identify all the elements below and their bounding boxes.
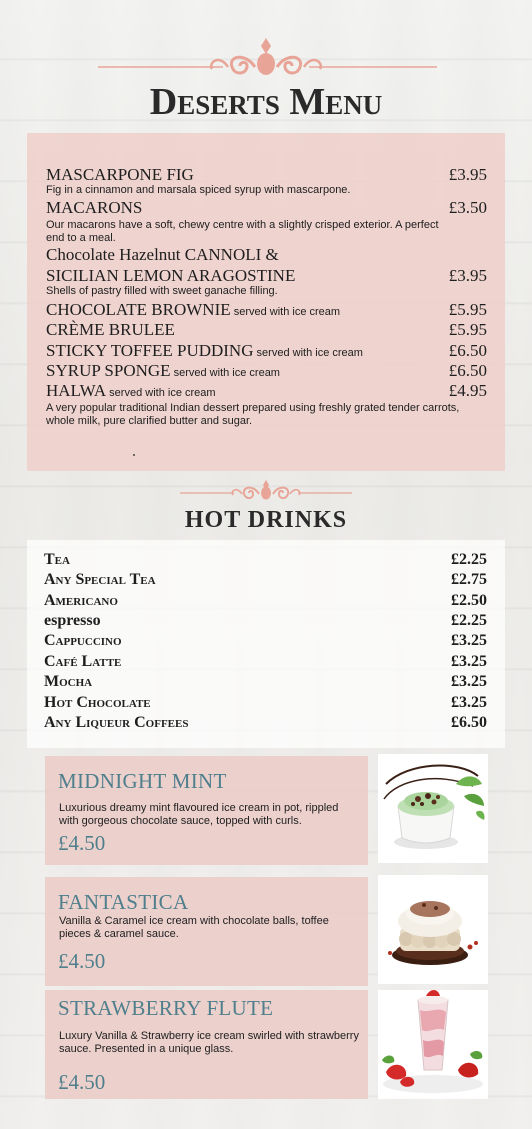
dessert-note: served with ice cream <box>170 367 280 379</box>
drink-name: Mocha <box>44 673 93 690</box>
dessert-name: SYRUP SPONGE <box>46 361 171 380</box>
special-card-fantastica <box>45 877 368 986</box>
dessert-name: STICKY TOFFEE PUDDING <box>46 341 254 360</box>
dessert-desc: Our macarons have a soft, chewy centre with a slightly crisped exterior. A perfect end to a meal. <box>46 219 439 244</box>
special-desc: Luxurious dreamy mint flavoured ice cream in pot, rippled with gorgeous chocolate sauce, topped with curls. <box>59 802 339 827</box>
dessert-row <box>46 198 487 218</box>
special-card-strawberry-flute <box>45 990 368 1099</box>
drinks-ornament-icon <box>0 478 532 504</box>
drink-price: £3.25 <box>451 694 487 711</box>
dessert-note: served with ice cream <box>230 306 341 318</box>
drink-row <box>44 551 487 571</box>
dessert-price: £6.50 <box>448 361 487 380</box>
drink-name: Any Special Tea <box>44 571 156 588</box>
dessert-row <box>46 361 487 381</box>
dessert-note: served with ice cream <box>106 387 216 399</box>
dessert-price: £3.50 <box>448 198 487 217</box>
dessert-row <box>46 341 487 361</box>
dessert-row <box>46 245 487 265</box>
dessert-name: HALWA <box>46 381 107 400</box>
special-price: £4.50 <box>58 1070 106 1094</box>
special-desc: Vanilla & Caramel ice cream with chocolate balls, toffee pieces & caramel sauce. <box>59 915 329 940</box>
drink-row <box>44 653 487 673</box>
drink-price: £2.25 <box>451 612 487 629</box>
fantastica-dessert-image <box>378 875 488 984</box>
drink-name: Tea <box>44 551 70 568</box>
dessert-desc: A very popular traditional Indian dessert prepared using freshly grated tender carrots, whole milk, pure clarified butter and sugar. <box>46 402 460 427</box>
drink-row <box>44 694 487 714</box>
dessert-desc: Shells of pastry filled with sweet ganache filling. <box>46 285 278 297</box>
dessert-price: £3.95 <box>448 266 487 285</box>
drink-price: £3.25 <box>451 632 487 649</box>
strawberry-flute-glass-image <box>378 990 488 1099</box>
dessert-row <box>46 320 487 340</box>
special-name: MIDNIGHT MINT <box>58 769 227 793</box>
drink-price: £6.50 <box>451 714 487 731</box>
drink-row <box>44 571 487 591</box>
drink-price: £3.25 <box>451 673 487 690</box>
dessert-name: MASCARPONE FIG <box>46 165 194 184</box>
drink-row <box>44 714 487 734</box>
desserts-title: Deserts Menu <box>149 81 383 123</box>
special-desc: Luxury Vanilla & Strawberry ice cream swirled with strawberry sauce. Presented in a unique glass. <box>59 1030 359 1055</box>
dessert-row <box>46 266 487 286</box>
dessert-price: £4.95 <box>448 381 487 400</box>
dessert-name: CRÈME BRULEE <box>46 320 175 339</box>
special-card-midnight-mint <box>45 756 368 865</box>
drink-price: £2.50 <box>451 592 487 609</box>
dessert-row <box>46 381 487 401</box>
drink-name: espresso <box>44 612 101 629</box>
drink-row <box>44 592 487 612</box>
dessert-price: £3.95 <box>448 165 487 184</box>
drink-row <box>44 673 487 693</box>
stray-dot <box>133 454 135 456</box>
dessert-name: SICILIAN LEMON ARAGOSTINE <box>46 266 296 285</box>
special-price: £4.50 <box>58 831 106 855</box>
dessert-name: CHOCOLATE BROWNIE <box>46 300 231 319</box>
special-price: £4.50 <box>58 949 106 973</box>
drink-row <box>44 632 487 652</box>
dessert-price: £5.95 <box>448 320 487 339</box>
drink-price: £3.25 <box>451 653 487 670</box>
dessert-desc: Fig in a cinnamon and marsala spiced syrup with mascarpone. <box>46 184 351 196</box>
drink-price: £2.25 <box>451 551 487 568</box>
hot-drinks-title: HOT DRINKS <box>184 507 348 533</box>
drink-name: Cappuccino <box>44 632 122 649</box>
drink-name: Any Liqueur Coffees <box>44 714 189 731</box>
dessert-price: £5.95 <box>448 300 487 319</box>
dessert-name: MACARONS <box>46 198 143 217</box>
drink-name: Café Latte <box>44 653 122 670</box>
dessert-price: £6.50 <box>448 341 487 360</box>
drink-price: £2.75 <box>451 571 487 588</box>
drink-name: Hot Chocolate <box>44 694 151 711</box>
title-ornament-icon <box>0 34 532 84</box>
dessert-name: Chocolate Hazelnut CANNOLI & <box>46 245 279 264</box>
special-name: FANTASTICA <box>58 890 189 914</box>
drink-row <box>44 612 487 632</box>
dessert-row <box>46 165 487 185</box>
dessert-note: served with ice cream <box>253 347 363 359</box>
drink-name: Americano <box>44 592 118 609</box>
dessert-row <box>46 300 487 320</box>
mint-ice-cream-pot-image <box>378 754 488 863</box>
special-name: STRAWBERRY FLUTE <box>58 996 274 1020</box>
